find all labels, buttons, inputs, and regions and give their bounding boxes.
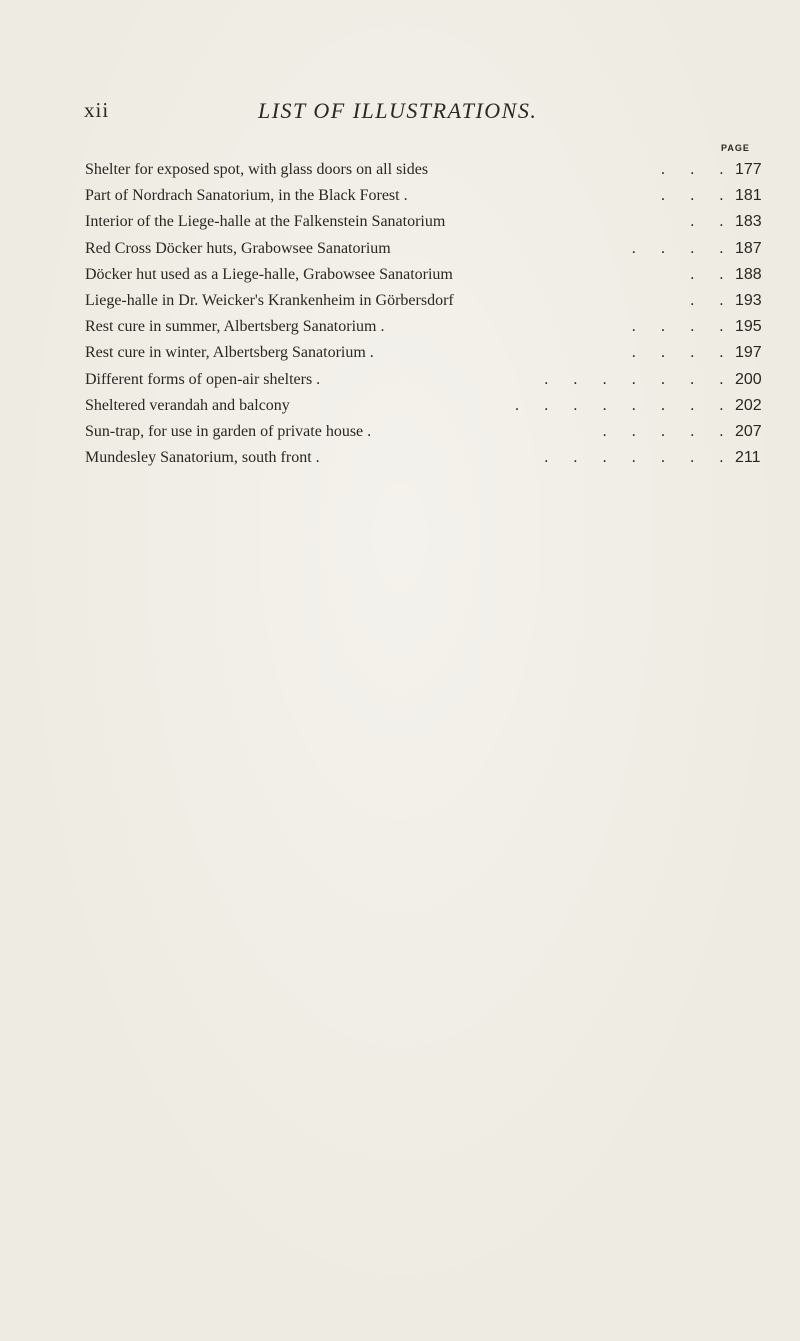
entry-page-number: 193 xyxy=(735,291,762,309)
entry-title: Rest cure in summer, Albertsberg Sanatorium . xyxy=(85,318,385,336)
entry-page-number: 195 xyxy=(735,318,762,336)
page-header xyxy=(84,98,644,128)
list-item xyxy=(85,262,770,288)
dot-leader: . . . . . . . xyxy=(544,449,734,467)
list-item xyxy=(85,183,770,209)
entry-page-number: 177 xyxy=(735,161,762,178)
entry-page-number: 202 xyxy=(735,396,762,414)
list-item xyxy=(85,419,770,445)
entry-title: Interior of the Liege-halle at the Falkenstein Sanatorium xyxy=(85,213,446,231)
entry-page-number: 181 xyxy=(735,187,762,205)
list-item xyxy=(85,340,770,366)
dot-leader: . . . . . . . xyxy=(544,370,734,388)
dot-leader: . . . . xyxy=(631,318,734,336)
dot-leader: . . . . . . . . xyxy=(515,396,734,414)
entry-title: Mundesley Sanatorium, south front . xyxy=(85,449,320,467)
entry-page-number: 197 xyxy=(735,344,762,362)
dot-leader: . . xyxy=(690,291,734,309)
list-item xyxy=(85,445,770,471)
entry-title: Rest cure in winter, Albertsberg Sanatorium . xyxy=(85,344,374,362)
folio-number: xii xyxy=(84,98,110,122)
list-item xyxy=(85,288,770,314)
entry-title: Red Cross Döcker huts, Grabowsee Sanatorium xyxy=(85,239,391,257)
entry-title: Shelter for exposed spot, with glass doors on all sides xyxy=(85,161,429,178)
entry-page-number: 183 xyxy=(735,213,762,231)
dot-leader: . . xyxy=(690,265,734,283)
list-item xyxy=(85,393,770,419)
illustrations-list xyxy=(85,157,770,471)
list-item xyxy=(85,314,770,340)
entry-title: Döcker hut used as a Liege-halle, Grabowsee Sanatorium xyxy=(85,265,453,283)
list-item xyxy=(85,209,770,235)
dot-leader: . . . xyxy=(661,187,734,205)
entry-page-number: 187 xyxy=(735,239,762,257)
dot-leader: . . . . . xyxy=(602,422,734,440)
entry-title: Liege-halle in Dr. Weicker's Krankenheim in Görbersdorf xyxy=(85,291,454,309)
page-column-label: PAGE xyxy=(721,143,750,153)
entry-page-number: 211 xyxy=(735,449,761,467)
dot-leader: . . . . xyxy=(631,239,734,257)
dot-leader: . . xyxy=(690,213,734,231)
entry-title: Sheltered verandah and balcony xyxy=(85,396,290,414)
entry-title: Sun-trap, for use in garden of private house . xyxy=(85,422,372,440)
dot-leader: . . . xyxy=(661,161,734,178)
list-item xyxy=(85,367,770,393)
entry-page-number: 207 xyxy=(735,422,762,440)
entry-page-number: 200 xyxy=(735,370,762,388)
entry-page-number: 188 xyxy=(735,265,762,283)
dot-leader: . . . . xyxy=(631,344,734,362)
entry-title: Part of Nordrach Sanatorium, in the Black Forest . xyxy=(85,187,408,205)
running-title: LIST OF ILLUSTRATIONS. xyxy=(258,98,538,123)
entry-title: Different forms of open-air shelters . xyxy=(85,370,321,388)
list-item xyxy=(85,157,770,183)
list-item xyxy=(85,236,770,262)
